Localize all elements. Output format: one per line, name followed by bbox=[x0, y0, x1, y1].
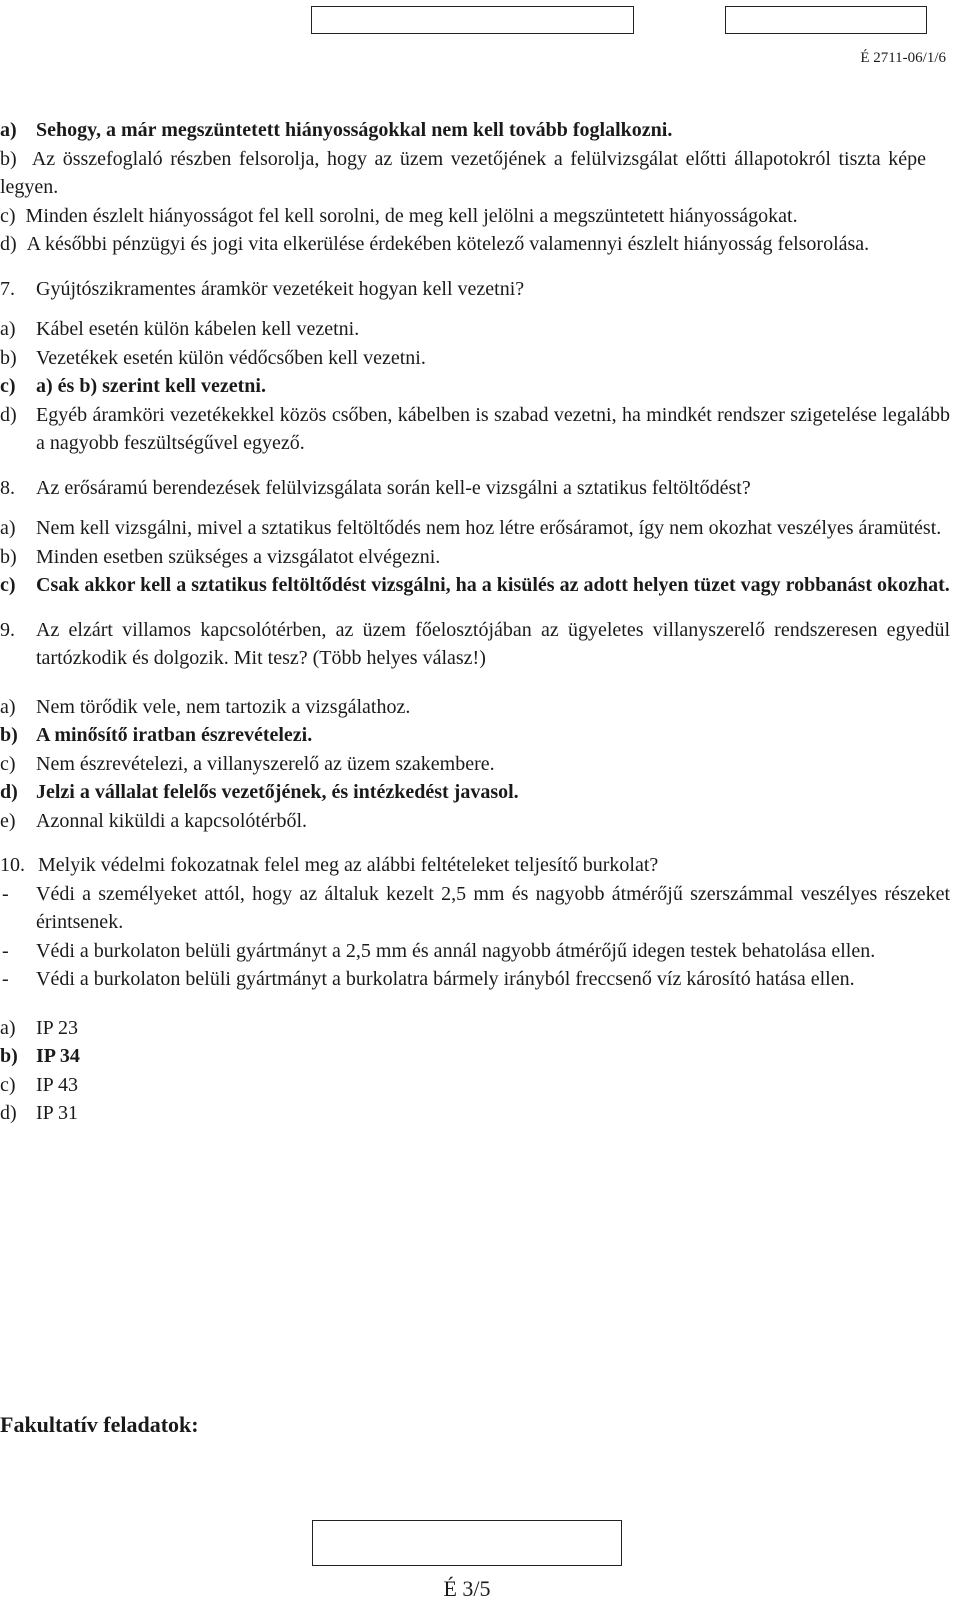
q8-option-a: a) Nem kell vizsgálni, mivel a sztatikus feltöltődés nem hoz létre erősáramot, így nem okozhat veszélyes áramütést. bbox=[0, 517, 942, 539]
q9-option-b: b) A minősítő iratban észrevételezi. bbox=[0, 724, 313, 746]
q10-condition-3: - Védi a burkolaton belüli gyártmányt a burkolatra bármely irányból freccsenő víz károsító hatása ellen. bbox=[2, 968, 855, 990]
q10-option-d: d) IP 31 bbox=[0, 1102, 79, 1124]
q8-option-b: b) Minden esetben szükséges a vizsgálatot elvégezni. bbox=[0, 545, 441, 568]
score-box-right bbox=[725, 6, 927, 34]
q7-option-d: d) Egyéb áramköri vezetékekkel közös csőben, kábelben is szabad vezetni, ha mindkét rendszer szigetelése legalább a nagyobb feszültségűvel egyező. bbox=[0, 403, 950, 454]
q9-option-d: d) Jelzi a vállalat felelős vezetőjének, és intézkedést javasol. bbox=[0, 781, 519, 803]
q7-option-c: c) a) és b) szerint kell vezetni. bbox=[0, 375, 266, 397]
q10-condition-2: - Védi a burkolaton belüli gyártmányt a 2,5 mm és annál nagyobb átmérőjű idegen testek behatolása ellen. bbox=[2, 939, 876, 962]
score-box-left bbox=[311, 6, 634, 34]
q10-option-b: b) IP 34 bbox=[0, 1045, 80, 1067]
q8-option-c: c) Csak akkor kell a sztatikus feltöltődést vizsgálni, ha a kisülés az adott helyen tüzet vagy robbanást okozhat. bbox=[0, 574, 950, 596]
q7-question: 7. Gyújtószikramentes áramkör vezetékeit hogyan kell vezetni? bbox=[0, 277, 525, 300]
q9-option-e: e) Azonnal kiküldi a kapcsolótérből. bbox=[0, 809, 308, 832]
q10-condition-1: - Védi a személyeket attól, hogy az általuk kezelt 2,5 mm és nagyobb átmérőjű szerszámmal veszélyes részeket érintsenek. bbox=[2, 882, 950, 933]
q6-option-c: c) Minden észlelt hiányosságot fel kell sorolni, de meg kell jelölni a megszüntetett hiányosságokat. bbox=[0, 204, 798, 227]
q6-option-b: b) Az összefoglaló részben felsorolja, hogy az üzem vezetőjének a felülvizsgálat előtti állapotokról tiszta képe legyen. bbox=[0, 147, 926, 198]
q9-option-a: a) Nem törődik vele, nem tartozik a vizsgálathoz. bbox=[0, 695, 411, 718]
q8-question: 8. Az erősáramú berendezések felülvizsgálata során kell-e vizsgálni a sztatikus feltöltődést? bbox=[0, 476, 751, 499]
question-content bbox=[0, 116, 950, 1128]
q10-option-c: c) IP 43 bbox=[0, 1073, 79, 1096]
q7-option-a: a) Kábel esetén külön kábelen kell vezetni. bbox=[0, 318, 360, 340]
footer-score-box bbox=[312, 1520, 622, 1566]
section-title: Fakultatív feladatok: bbox=[0, 1412, 199, 1437]
page-code: É 2711-06/1/6 bbox=[860, 50, 946, 66]
q9-question: 9. Az elzárt villamos kapcsolótérben, az üzem főelosztójában az ügyeletes villanyszerelő rendszeresen egyedül tartózkodik és dolgozik. Mit tesz? (Több helyes válasz!) bbox=[0, 618, 950, 669]
q9-option-c: c) Nem észrevételezi, a villanyszerelő az üzem szakembere. bbox=[0, 752, 495, 775]
q10-question: 10. Melyik védelmi fokozatnak felel meg az alábbi feltételeket teljesítő burkolat? bbox=[0, 854, 659, 876]
q7-option-b: b) Vezetékek esetén külön védőcsőben kell vezetni. bbox=[0, 346, 426, 369]
q6-option-a: a) Sehogy, a már megszüntetett hiányosságokkal nem kell tovább foglalkozni. bbox=[0, 119, 673, 141]
q10-option-a: a) IP 23 bbox=[0, 1016, 79, 1039]
footer-page-code: É 3/5 bbox=[443, 1576, 491, 1601]
q6-option-d: d) A későbbi pénzügyi és jogi vita elkerülése érdekében kötelező valamennyi észlelt hiányosság felsorolása. bbox=[0, 233, 870, 255]
